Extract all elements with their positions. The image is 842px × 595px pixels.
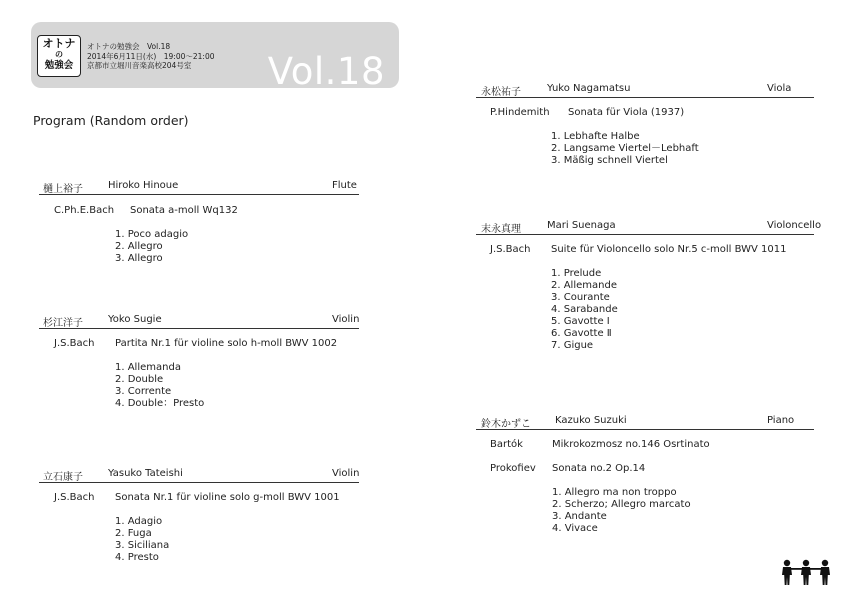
- piece-title: Sonata no.2 Op.14: [552, 463, 646, 474]
- performer-instrument: Violin: [332, 314, 360, 325]
- movement-item: 2. Langsame Viertel－Lebhaft: [551, 143, 699, 154]
- movement-list: [551, 268, 618, 352]
- movement-item: 6. Gavotte Ⅱ: [551, 328, 612, 339]
- performer-section: [476, 415, 814, 534]
- movement-list: [115, 229, 188, 265]
- performer-instrument: Piano: [767, 415, 795, 426]
- performer-name-en: Yoko Sugie: [108, 314, 162, 325]
- piece-composer: P.Hindemith: [490, 107, 550, 118]
- movement-item: 5. Gavotte Ⅰ: [551, 316, 610, 327]
- movement-item: 2. Allemande: [551, 280, 617, 291]
- piece-title: Partita Nr.1 für violine solo h-moll BWV 1002: [115, 338, 338, 349]
- performer-section: [39, 314, 360, 409]
- movement-item: 1. Adagio: [115, 516, 163, 527]
- performer-section: [476, 83, 814, 166]
- piece-composer: Prokofiev: [490, 463, 536, 474]
- movement-item: 3. Mäßig schnell Viertel: [551, 155, 668, 166]
- movement-item: 4. Sarabande: [551, 304, 618, 315]
- movement-item: 1. Prelude: [551, 268, 602, 279]
- performer-name-ja: 鈴木かずこ: [481, 419, 531, 430]
- section-divider: [476, 234, 814, 235]
- piece-composer: J.S.Bach: [54, 338, 95, 349]
- performer-name-en: Yuko Nagamatsu: [547, 83, 631, 94]
- logo-line-1: オトナ: [42, 37, 76, 50]
- performer-instrument: Violoncello: [767, 220, 822, 231]
- movement-item: 3. Andante: [552, 511, 607, 522]
- movement-list: [551, 131, 699, 167]
- performer-instrument: Flute: [332, 180, 357, 191]
- performer-name-en: Yasuko Tateishi: [108, 468, 183, 479]
- performer-name-en: Hiroko Hinoue: [108, 180, 179, 191]
- logo: [37, 35, 81, 77]
- piece-composer: J.S.Bach: [490, 244, 531, 255]
- movement-item: 7. Gigue: [551, 340, 594, 351]
- movement-item: 2. Fuga: [115, 528, 152, 539]
- movement-item: 4. Vivace: [552, 523, 598, 534]
- header-banner: [31, 22, 399, 93]
- section-divider: [39, 194, 359, 195]
- piece-title: Sonata für Viola (1937): [568, 107, 685, 118]
- performer-name-ja: 樋上裕子: [43, 184, 83, 195]
- movement-item: 1. Lebhafte Halbe: [551, 131, 640, 142]
- logo-line-2: の: [55, 50, 63, 59]
- logo-line-3: 勉強会: [44, 60, 74, 71]
- program-title: Program (Random order): [33, 113, 189, 128]
- performer-instrument: Violin: [332, 468, 360, 479]
- performer-name-ja: 立石康子: [43, 472, 83, 483]
- movement-item: 3. Siciliana: [115, 540, 170, 551]
- event-date: 2014年6月11日(水) 19:00～21:00: [87, 51, 215, 61]
- movement-item: 2. Allegro: [115, 241, 163, 252]
- volume-number: Vol.18: [267, 50, 385, 93]
- performer-name-en: Kazuko Suzuki: [555, 415, 627, 426]
- movement-item: 1. Poco adagio: [115, 229, 189, 240]
- piece-title: Sonata Nr.1 für violine solo g-moll BWV 1001: [115, 492, 340, 503]
- movement-item: 3. Corrente: [115, 386, 172, 397]
- movement-item: 2. Scherzo; Allegro marcato: [552, 499, 691, 510]
- movement-item: 1. Allemanda: [115, 362, 181, 373]
- section-divider: [476, 429, 814, 430]
- piece-title: Suite für Violoncello solo Nr.5 c-moll BWV 1011: [551, 244, 787, 255]
- movement-item: 3. Allegro: [115, 253, 163, 264]
- piece-composer: Bartók: [490, 439, 523, 450]
- movement-list: [115, 362, 204, 410]
- section-divider: [39, 328, 359, 329]
- performer-name-ja: 末永真理: [481, 224, 521, 235]
- piece-composer: C.Ph.E.Bach: [54, 205, 115, 216]
- people-icon: [780, 559, 832, 585]
- movement-item: 2. Double: [115, 374, 164, 385]
- movement-item: 4. Double：Presto: [115, 398, 205, 409]
- performer-instrument: Viola: [767, 83, 792, 94]
- movement-item: 3. Courante: [551, 292, 610, 303]
- piece-title: Mikrokozmosz no.146 Osrtinato: [552, 439, 710, 450]
- performer-name-ja: 永松祐子: [481, 87, 521, 98]
- performer-section: [39, 468, 360, 563]
- event-info: [87, 42, 214, 71]
- section-divider: [476, 97, 814, 98]
- performer-name-en: Mari Suenaga: [547, 220, 616, 231]
- performer-name-ja: 杉江洋子: [43, 318, 83, 329]
- piece-title: Sonata a-moll Wq132: [130, 205, 238, 216]
- event-title: オトナの勉強会 Vol.18: [87, 42, 171, 51]
- movement-item: 1. Allegro ma non troppo: [552, 487, 677, 498]
- movement-list: [552, 487, 691, 535]
- movement-item: 4. Presto: [115, 552, 159, 563]
- section-divider: [39, 482, 359, 483]
- movement-list: [115, 516, 169, 564]
- event-venue: 京都市立堀川音楽高校204号室: [87, 61, 192, 70]
- performer-section: [39, 180, 359, 264]
- performer-section: [476, 220, 822, 351]
- piece-composer: J.S.Bach: [54, 492, 95, 503]
